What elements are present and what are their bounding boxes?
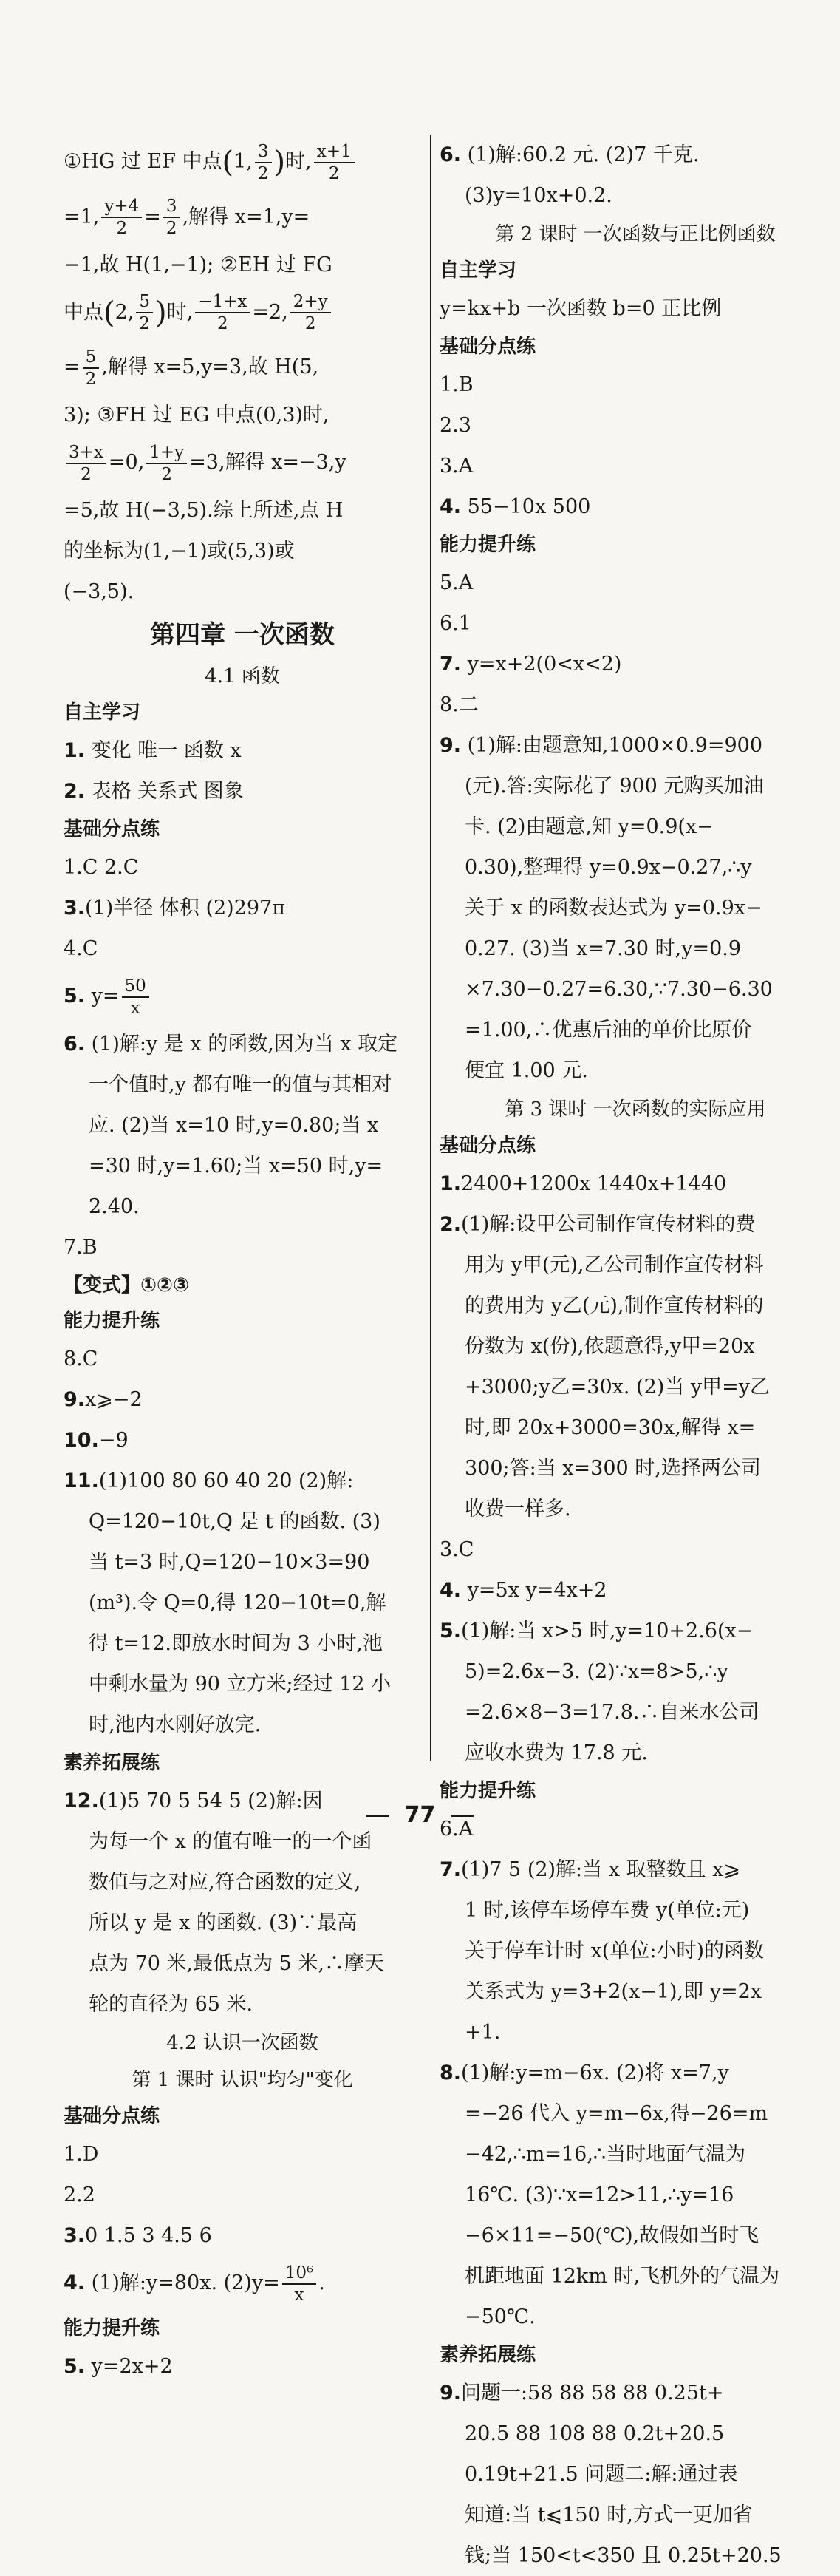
answer-line: 一个值时,y 都有唯一的值与其相对 (89, 1073, 392, 1096)
answer-line: 当 t=3 时,Q=120−10×3=90 (89, 1551, 370, 1574)
answer-line: 0.30),整理得 y=0.9x−0.27,∴y (465, 856, 752, 879)
answer-line: 3.(1)半径 体积 (2)297π (64, 897, 285, 920)
answer-line: 4. y=5x y=4x+2 (440, 1579, 607, 1602)
section-heading: 能力提升练 (64, 1310, 160, 1332)
answer-line: +1. (465, 2021, 501, 2044)
answer-line: 5. y= $\frac{50}{x}$ (64, 969, 421, 1024)
answer-line: 6.A (440, 1818, 474, 1841)
section-title: 4.1 函数 (205, 665, 280, 687)
answer-line: +3000;y乙=30x. (2)当 y甲=y乙 (465, 1376, 771, 1399)
answer-line: =1, $\frac{y+4}{2}$ = $\frac{3}{2}$ ,解得 x=1,y= (64, 197, 310, 238)
answer-line: 10.−9 (64, 1429, 129, 1452)
lesson-title: 第 2 课时 一次函数与正比例函数 (495, 223, 776, 245)
answer-line: 2.(1)解:设甲公司制作宣传材料的费 (440, 1213, 756, 1236)
answer-line: 1.2400+1200x 1440x+1440 (440, 1172, 727, 1195)
answer-line: 应收水费为 17.8 元. (465, 1741, 648, 1764)
answer-line: 2.3 (440, 414, 471, 437)
answer-line: 知道:当 t⩽150 时,方式一更加省 (465, 2504, 753, 2526)
answer-line: 数值与之对应,符合函数的定义, (89, 1871, 361, 1894)
answer-line: −50℃. (465, 2305, 536, 2328)
answer-line: 1 时,该停车场停车费 y(单位:元) (465, 1899, 750, 1922)
answer-line: 1.D (64, 2143, 99, 2166)
section-heading: 能力提升练 (440, 534, 536, 556)
answer-line: 5.(1)解:当 x>5 时,y=10+2.6(x− (440, 1620, 754, 1642)
answer-line: 3.A (440, 455, 474, 478)
answer-line: 所以 y 是 x 的函数. (3)∵最高 (89, 1911, 358, 1934)
fraction: $\frac{\text{10⁶}}{x}$ (282, 2263, 317, 2305)
answer-line: = $\frac{5}{2}$ ,解得 x=5,y=3,故 H(5, (64, 347, 319, 389)
answer-line: 关于 x 的函数表达式为 y=0.9x− (465, 897, 762, 920)
answer-line: Q=120−10t,Q 是 t 的函数. (3) (89, 1510, 380, 1533)
answer-line: 钱;当 150<t<350 且 0.25t+20.5 (465, 2544, 782, 2567)
page-number: 77 (0, 1802, 840, 1828)
fraction: $\frac{2+y}{2}$ (290, 291, 331, 334)
answer-line: 4. 55−10x 500 (440, 495, 591, 518)
answer-line: −6×11=−50(℃),故假如当时飞 (465, 2224, 759, 2247)
answer-line: y=kx+b 一次函数 b=0 正比例 (440, 297, 722, 320)
answer-line: 8.二 (440, 693, 479, 716)
answer-line: 的坐标为(1,−1)或(5,3)或 (64, 540, 295, 563)
answer-line: (3)y=10x+0.2. (465, 184, 612, 207)
answer-line: 关于停车计时 x(单位:小时)的函数 (465, 1940, 764, 1962)
answer-line: 份数为 x(份),依题意得,y甲=20x (465, 1335, 755, 1358)
fraction: $\frac{3}{2}$ (163, 196, 180, 239)
answer-line: 2. 表格 关系式 图象 (64, 780, 244, 803)
answer-line: 收费一样多. (465, 1498, 571, 1520)
answer-line: 2.2 (64, 2184, 95, 2206)
answer-line: 2.40. (89, 1195, 140, 1218)
fraction: $\frac{3+x}{2}$ (66, 442, 106, 485)
answer-line: 0.27. (3)当 x=7.30 时,y=0.9 (465, 937, 742, 960)
section-heading: 素养拓展练 (440, 2344, 536, 2366)
fraction: $\frac{-1+x}{2}$ (195, 291, 250, 334)
fraction: $\frac{1+y}{2}$ (146, 442, 187, 485)
answer-line: $\frac{3+x}{2}$ =0, $\frac{1+y}{2}$ =3,解得 x=−3,y (64, 435, 421, 490)
fraction: $\frac{5}{2}$ (83, 347, 100, 390)
fraction: $\frac{y+4}{2}$ (101, 196, 142, 239)
answer-line: =1.00,∴优惠后油的单价比原价 (465, 1019, 752, 1041)
answer-line: 4.C (64, 937, 98, 960)
answer-line: 中点(2, $\frac{5}{2}$ )时, $\frac{-1+x}{2}$ =2, $\frac{2+y}{2}$ (64, 285, 421, 341)
section-heading: 能力提升练 (440, 1780, 536, 1802)
answer-line: 4. (1)解:y=80x. (2)y= $\frac{\text{10⁶}}{x}$ . (64, 2263, 325, 2305)
answer-line: 3); ③FH 过 EG 中点(0,3)时, (64, 404, 329, 426)
answer-line: 12.(1)5 70 5 54 5 (2)解:因 (64, 1790, 323, 1812)
section-heading: 基础分点练 (440, 336, 536, 358)
answer-line: (−3,5). (64, 580, 134, 603)
answer-line: 300;答:当 x=300 时,选择两公司 (465, 1457, 761, 1480)
answer-line: 5.A (440, 571, 474, 594)
column-divider (430, 135, 431, 1761)
answer-line: 的费用为 y乙(元),制作宣传材料的 (465, 1294, 764, 1317)
answer-line: −1,故 H(1,−1); ②EH 过 FG (64, 253, 332, 276)
answer-line: =30 时,y=1.60;当 x=50 时,y= (89, 1155, 383, 1177)
answer-line: =2.6×8−3=17.8.∴自来水公司 (465, 1701, 759, 1724)
answer-line: 5)=2.6x−3. (2)∵x=8>5,∴y (465, 1660, 728, 1683)
fraction: $\frac{50}{x}$ (122, 976, 149, 1019)
answer-line: 5. y=2x+2 (64, 2355, 173, 2378)
answer-line: =−26 代入 y=m−6x,得−26=m (465, 2102, 768, 2125)
right-column (440, 135, 831, 2576)
lesson-title: 第 1 课时 认识"均匀"变化 (132, 2069, 353, 2091)
answer-line: 9. (1)解:由题意知,1000×0.9=900 (440, 734, 762, 757)
answer-line: 6. (1)解:y 是 x 的函数,因为当 x 取定 (64, 1033, 398, 1056)
answer-line: 3.0 1.5 3 4.5 6 (64, 2224, 212, 2247)
section-title: 4.2 认识一次函数 (166, 2032, 318, 2054)
answer-line: 8.(1)解:y=m−6x. (2)将 x=7,y (440, 2062, 729, 2084)
answer-line: 中剩水量为 90 立方米;经过 12 小 (89, 1673, 392, 1696)
lesson-title: 第 3 课时 一次函数的实际应用 (505, 1098, 766, 1121)
answer-line: 时,池内水刚好放完. (89, 1713, 262, 1736)
answer-line: 点为 70 米,最低点为 5 米,∴摩天 (89, 1952, 385, 1975)
answer-line: 1.B (440, 373, 474, 396)
left-column (64, 135, 421, 2387)
section-heading: 基础分点练 (440, 1135, 536, 1157)
section-heading: 素养拓展练 (64, 1752, 160, 1774)
answer-line: =5,故 H(−3,5).综上所述,点 H (64, 499, 344, 522)
answer-line: 9.x⩾−2 (64, 1388, 143, 1411)
answer-line: 得 t=12.即放水时间为 3 小时,池 (89, 1632, 383, 1655)
answer-line: 16℃. (3)∵x=12>11,∴y=16 (465, 2184, 734, 2206)
variant-line: 【变式】①②③ (64, 1274, 190, 1297)
answer-line: ×7.30−0.27=6.30,∵7.30−6.30 (465, 978, 773, 1001)
answer-line: 时,即 20x+3000=30x,解得 x= (465, 1416, 756, 1439)
answer-line: 机距地面 12km 时,飞机外的气温为 (465, 2265, 780, 2288)
answer-line: 卡. (2)由题意,知 y=0.9(x− (465, 815, 714, 838)
answer-line: 6.1 (440, 612, 471, 635)
answer-line: 7. y=x+2(0<x<2) (440, 653, 622, 676)
answer-line: 0.19t+21.5 问题二:解:通过表 (465, 2463, 738, 2486)
answer-line: 应. (2)当 x=10 时,y=0.80;当 x (89, 1114, 379, 1137)
answer-line: 1. 变化 唯一 函数 x (64, 739, 242, 762)
answer-line: (m³).令 Q=0,得 120−10t=0,解 (89, 1591, 386, 1614)
answer-line: 11.(1)100 80 60 40 20 (2)解: (64, 1469, 354, 1492)
answer-line: 8.C (64, 1348, 98, 1370)
section-heading: 自主学习 (64, 701, 141, 724)
answer-line: 便宜 1.00 元. (465, 1059, 588, 1082)
answer-line: 6. (1)解:60.2 元. (2)7 千克. (440, 143, 700, 166)
chapter-title: 第四章 一次函数 (150, 620, 335, 650)
answer-line: 20.5 88 108 88 0.2t+20.5 (465, 2422, 725, 2445)
section-heading: 基础分点练 (64, 818, 160, 840)
answer-line: 1.C 2.C (64, 856, 139, 879)
section-heading: 基础分点练 (64, 2105, 160, 2127)
answer-line: ①HG 过 EF 中点(1, $\frac{3}{2}$ )时, $\frac{x+1}{2}$ (64, 135, 421, 190)
answer-line: 7.(1)7 5 (2)解:当 x 取整数且 x⩾ (440, 1858, 740, 1881)
fraction: $\frac{3}{2}$ (255, 141, 272, 184)
answer-line: 为每一个 x 的值有唯一的一个函 (89, 1830, 372, 1853)
answer-line: 9.问题一:58 88 58 88 0.25t+ (440, 2382, 724, 2405)
answer-line: 3.C (440, 1538, 474, 1561)
answer-line: 用为 y甲(元),乙公司制作宣传材料 (465, 1254, 764, 1277)
answer-line: 关系式为 y=3+2(x−1),即 y=2x (465, 1980, 762, 2003)
fraction: $\frac{5}{2}$ (136, 291, 153, 334)
answer-line: (元).答:实际花了 900 元购买加油 (465, 775, 764, 798)
section-heading: 自主学习 (440, 259, 517, 282)
fraction: $\frac{x+1}{2}$ (314, 141, 355, 184)
answer-line: −42,∴m=16,∴当时地面气温为 (465, 2143, 746, 2166)
answer-line: 轮的直径为 65 米. (89, 1993, 253, 2016)
answer-line: 7.B (64, 1236, 98, 1259)
section-heading: 能力提升练 (64, 2317, 160, 2339)
